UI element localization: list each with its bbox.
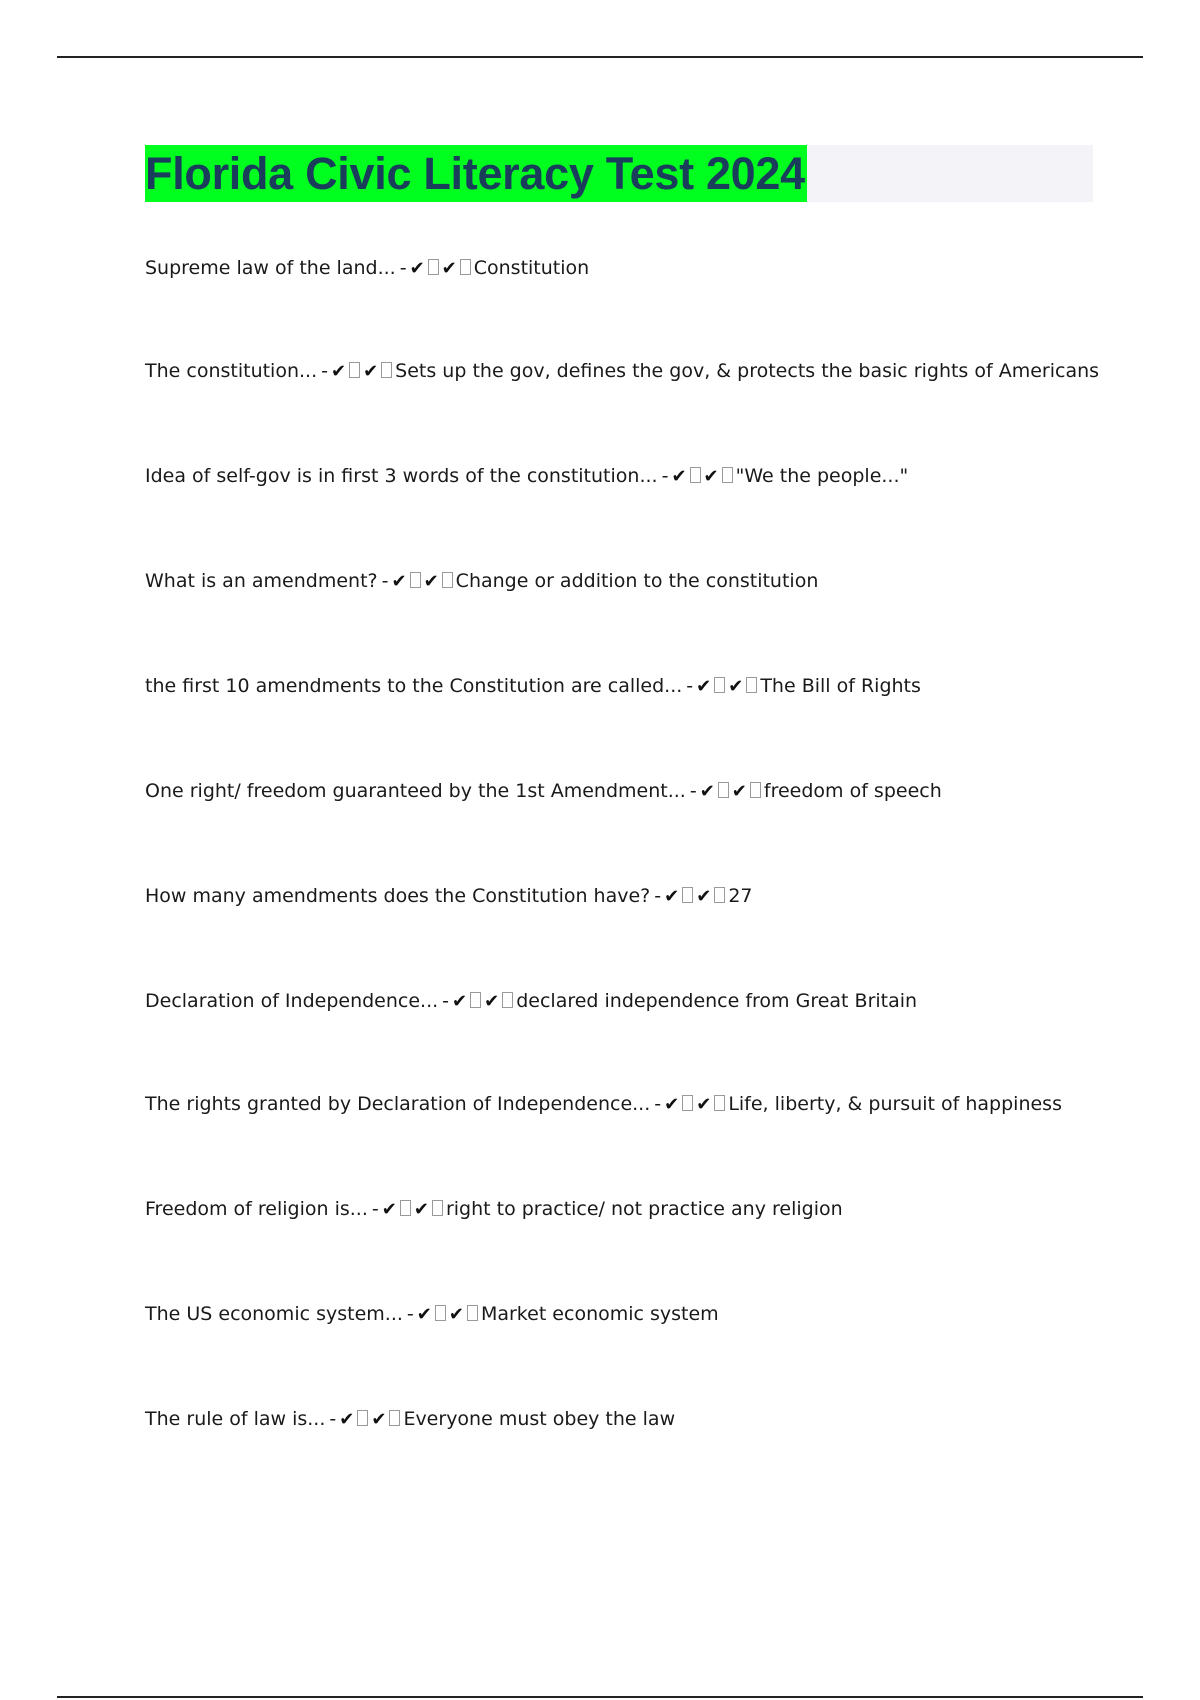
separator: - [654,885,662,907]
check-icon: ✔ [664,1094,680,1115]
check-icon: ✔ [391,571,407,592]
check-icon: ✔ [484,991,500,1012]
box-icon [690,467,701,483]
qa-item-8 [145,989,917,1014]
question-text: The rights granted by Declaration of Independence... [145,1093,651,1115]
box-icon [682,887,693,903]
separator: - [381,570,389,592]
separator: - [442,990,450,1012]
box-icon [357,1410,368,1426]
separator: - [321,360,328,382]
box-icon [714,1095,725,1111]
check-icon: ✔ [330,361,347,382]
separator: - [329,1408,337,1430]
box-icon [467,1305,478,1321]
separator: - [406,1303,414,1325]
box-icon [435,1305,446,1321]
answer-text: Change or addition to the constitution [455,570,819,592]
question-text: How many amendments does the Constitution have? [145,885,651,907]
box-icon [432,1200,443,1216]
question-text: Supreme law of the land... [145,257,396,279]
qa-item-10 [145,1197,843,1222]
box-icon [714,677,725,693]
answer-text: "We the people..." [735,465,909,487]
separator: - [661,465,669,487]
qa-item-12 [145,1407,675,1432]
question-text: What is an amendment? [145,570,378,592]
box-icon [428,259,439,275]
check-icon: ✔ [371,1409,387,1430]
check-icon: ✔ [664,886,680,907]
answer-text: Constitution [473,257,590,279]
question-text: Idea of self-gov is in first 3 words of the constitution... [145,465,658,487]
box-icon [502,992,513,1008]
check-icon: ✔ [696,676,712,697]
separator: - [399,257,407,279]
page-title: Florida Civic Literacy Test 2024 [145,145,807,202]
box-icon [750,782,761,798]
answer-text: Life, liberty, & pursuit of happiness [728,1093,1062,1115]
separator: - [654,1093,662,1115]
check-icon: ✔ [728,676,744,697]
answer-text: Market economic system [480,1303,719,1325]
answer-text: declared independence from Great Britain [516,990,918,1012]
check-icon: ✔ [699,781,715,802]
question-text: Declaration of Independence... [145,990,439,1012]
check-icon: ✔ [671,466,687,487]
answer-text: 27 [728,885,753,907]
qa-item-11 [145,1302,719,1327]
box-icon [746,677,757,693]
check-icon: ✔ [339,1409,355,1430]
box-icon [460,259,471,275]
bottom-rule [57,1696,1143,1698]
box-icon [722,467,733,483]
separator: - [686,675,694,697]
qa-item-6 [145,779,942,804]
check-icon: ✔ [409,258,425,279]
box-icon [470,992,481,1008]
check-icon: ✔ [413,1199,429,1220]
box-icon [714,887,725,903]
qa-item-3 [145,464,908,489]
qa-item-2 [145,359,1099,384]
check-icon: ✔ [448,1304,464,1325]
box-icon [381,362,392,378]
title-band [145,145,1093,202]
check-icon: ✔ [416,1304,432,1325]
question-text: The rule of law is... [145,1408,326,1430]
box-icon [410,572,421,588]
check-icon: ✔ [696,1094,712,1115]
check-icon: ✔ [703,466,719,487]
qa-item-4 [145,569,818,594]
check-icon: ✔ [696,886,712,907]
question-text: The constitution... [145,360,318,382]
top-rule [57,56,1143,58]
question-text: One right/ freedom guaranteed by the 1st Amendment... [145,780,686,802]
check-icon: ✔ [381,1199,397,1220]
box-icon [682,1095,693,1111]
separator: - [689,780,697,802]
separator: - [371,1198,379,1220]
check-icon: ✔ [731,781,747,802]
question-text: Freedom of religion is... [145,1198,368,1220]
answer-text: Sets up the gov, defines the gov, & protects the basic rights of Americans [395,360,1100,382]
qa-item-5 [145,674,921,699]
answer-text: right to practice/ not practice any religion [445,1198,843,1220]
answer-text: The Bill of Rights [760,675,921,697]
check-icon: ✔ [423,571,439,592]
check-icon: ✔ [363,361,379,382]
box-icon [349,362,360,378]
answer-text: freedom of speech [763,780,942,802]
check-icon: ✔ [441,258,457,279]
answer-text: Everyone must obey the law [403,1408,676,1430]
box-icon [718,782,729,798]
question-text: the first 10 amendments to the Constitution are called... [145,675,683,697]
box-icon [389,1410,400,1426]
box-icon [442,572,453,588]
qa-item-1 [145,256,589,281]
question-text: The US economic system... [145,1303,403,1325]
qa-item-9 [145,1092,1062,1117]
check-icon: ✔ [452,991,468,1012]
box-icon [400,1200,411,1216]
qa-item-7 [145,884,753,909]
